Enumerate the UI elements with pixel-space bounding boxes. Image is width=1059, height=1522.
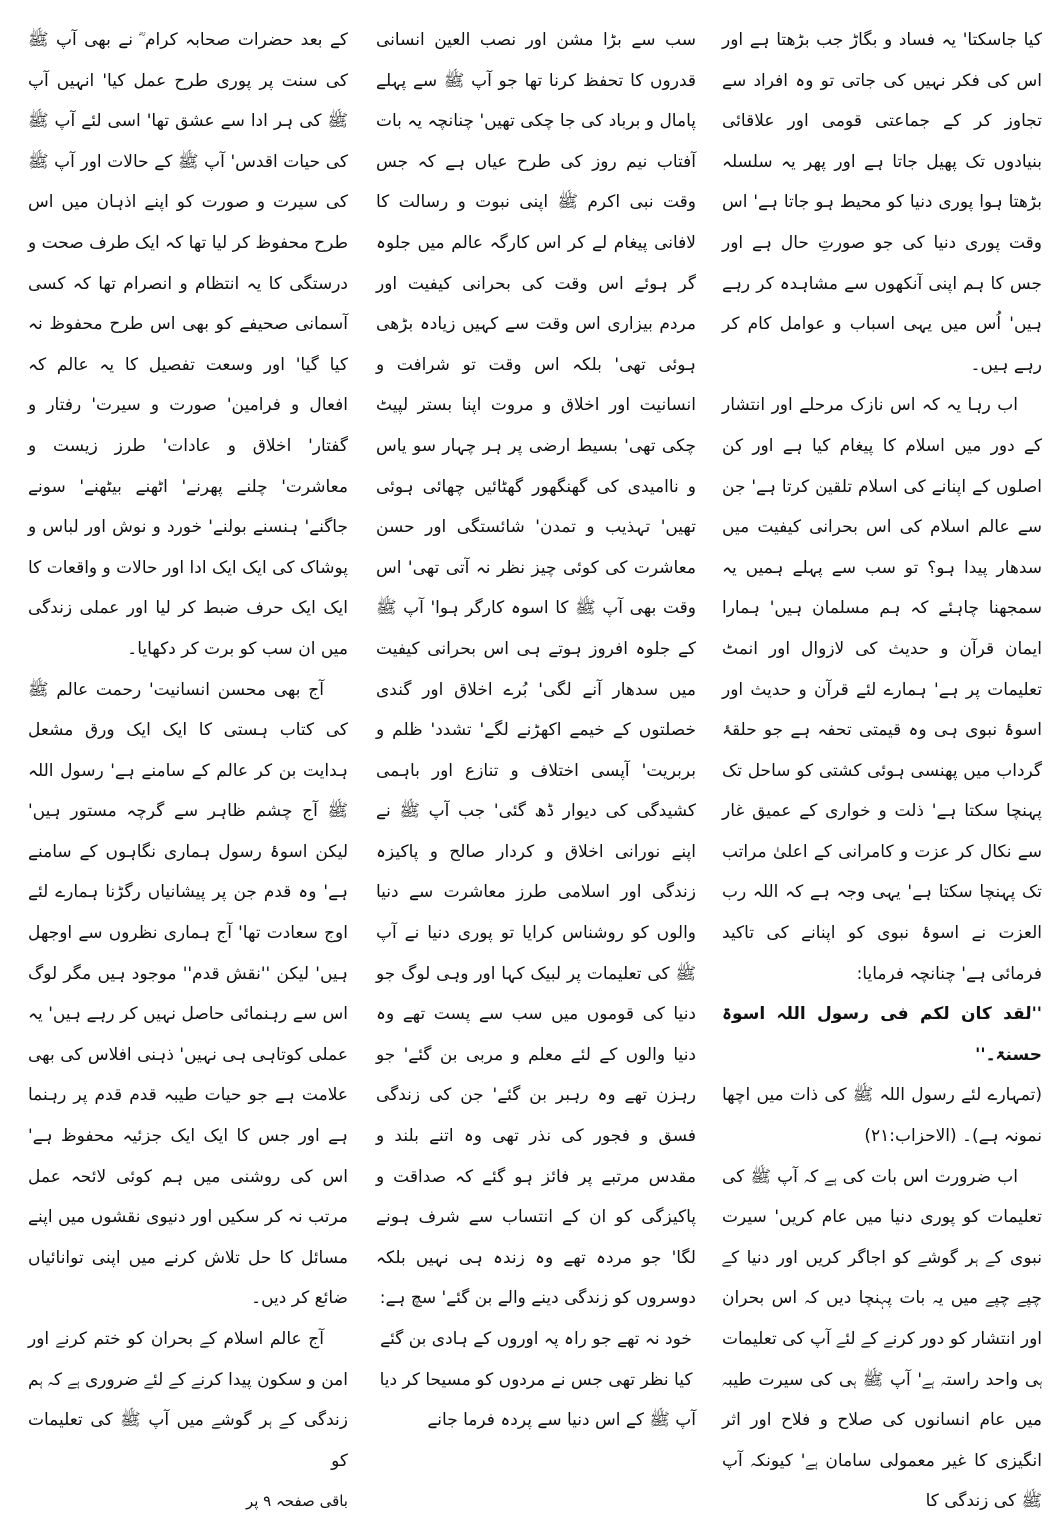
paragraph: آپ ﷺ کے اس دنیا سے پردہ فرما جانے bbox=[427, 1410, 696, 1431]
paragraph: اب ضرورت اس بات کی ہے کہ آپ ﷺ کی تعلیمات کو پوری دنیا میں عام کریں' سیرت نبوی کے ہر گوشے کو اجاگر کریں اور دنیا کے چپے چپے میں یہ بات پہنچا دیں کہ اس بحران اور انتشار کو دور کرنے کے لئے آپ کی تعلیمات ہی واحد راستہ ہے' آپ ﷺ ہی کی سیرت طیبہ میں عام انسانوں کی صلاح و فلاح اور اثر انگیزی کا غیر معمولی سامان ہے' کیونکہ آپ ﷺ کی زندگی کا bbox=[722, 1166, 1042, 1512]
poem-line: کیا نظر تھی جس نے مردوں کو مسیحا کر دیا bbox=[379, 1369, 693, 1390]
poem-couplet bbox=[376, 1319, 696, 1400]
column-middle bbox=[376, 20, 696, 1431]
paragraph: کیا جاسکتا' یہ فساد و بگاڑ جب بڑھتا ہے اور اس کی فکر نہیں کی جاتی تو وہ افراد سے تجاوز کر کے جماعتی قومی اور علاقائی بنیادوں تک پھیل جاتا ہے اور پھر یہ سلسلہ بڑھتا ہوا پوری دنیا کو محیط ہو جاتا ہے' اس وقت پوری دنیا کی جو صورتِ حال ہے اور جس کا ہم اپنی آنکھوں سے مشاہدہ کر رہے ہیں' اُس میں یہی اسباب و عوامل کام کر رہے ہیں۔ bbox=[722, 30, 1042, 375]
paragraph: آج عالم اسلام کے بحران کو ختم کرنے اور امن و سکون پیدا کرنے کے لئے ضروری ہے کہ ہم زندگی کے ہر گوشے میں آپ ﷺ کی تعلیمات کو bbox=[28, 1329, 348, 1471]
paragraph: آج بھی محسن انسانیت' رحمت عالم ﷺ کی کتاب ہستی کا ایک ایک ورق مشعل ہدایت بن کر عالم کے سامنے ہے' رسول اللہ ﷺ آج چشم ظاہر سے گرچہ مستور ہیں' لیکن اسوۂ رسول ہماری نگاہوں کے سامنے ہے' وہ قدم جن پر پیشانیاں رگڑنا ہمارے لئے اوج سعادت تھا' آج ہماری نظروں سے اوجھل ہیں' لیکن ''نقش قدم'' موجود ہیں مگر لوگ اس سے رہنمائی حاصل نہیں کر رہے ہیں' یہ عملی کوتاہی ہی نہیں' ذہنی افلاس کی بھی علامت ہے جو حیات طیبہ قدم قدم پر رہنما ہے اور جس کا ایک ایک جزئیہ محفوظ ہے' اس کی روشنی میں ہم کوئی لائحہ عمل مرتب نہ کر سکیں اور دنیوی نقشوں میں اپنے مسائل کا حل تلاش کرنے میں اپنی توانائیاں ضائع کر دیں۔ bbox=[28, 679, 348, 1309]
paragraph: اب رہا یہ کہ اس نازک مرحلے اور انتشار کے دور میں اسلام کا پیغام کیا ہے اور کن اصلوں کے اپنانے کی اسلام تلقین کرتا ہے' جن سے عالم اسلام کی اس بحرانی کیفیت میں سدھار پیدا ہو؟ تو سب سے پہلے ہمیں یہ سمجھنا چاہئے کہ ہم مسلمان ہیں' ہمارا ایمان قرآن و حدیث کی لازوال اور انمٹ تعلیمات پر ہے' ہمارے لئے قرآن و حدیث اور اسوۂ نبوی ہی وہ قیمتی تحفہ ہے جو حلقۂ گرداب میں پھنسی ہوئی کشتی کو ساحل تک پہنچا سکتا ہے' ذلت و خواری کے عمیق غار سے نکال کر عزت و کامرانی کے اعلیٰ مراتب تک پہنچا سکتا ہے' یہی وجہ ہے کہ اللہ رب العزت نے اسوۂ نبوی کو اپنانے کی تاکید فرمائی ہے' چنانچہ فرمایا: bbox=[722, 395, 1042, 984]
paragraph: سب سے بڑا مشن اور نصب العین انسانی قدروں کا تحفظ کرنا تھا جو آپ ﷺ سے پہلے پامال و برباد کی جا چکی تھیں' چنانچہ یہ بات آفتاب نیم روز کی طرح عیاں ہے کہ جس وقت نبی اکرم ﷺ اپنی نبوت و رسالت کا لافانی پیغام لے کر اس کارگہ عالم میں جلوہ گر ہوئے اس وقت کی بحرانی کیفیت اور مردم بیزاری اس وقت سے کہیں زیادہ بڑھی ہوئی تھی' بلکہ اس وقت تو شرافت و انسانیت اور اخلاق و مروت اپنا بستر لپیٹ چکی تھی' بسیط ارضی پر ہر چہار سو یاس و ناامیدی کی گھنگھور گھٹائیں چھائی ہوئی تھیں' تہذیب و تمدن' شائستگی اور حسن معاشرت کی کوئی چیز نظر نہ آتی تھی' اس وقت بھی آپ ﷺ کا اسوہ کارگر ہوا' آپ ﷺ کے جلوہ افروز ہوتے ہی اس بحرانی کیفیت میں سدھار آنے لگی' بُرے اخلاق اور گندی خصلتوں کے خیمے اکھڑنے لگے' تشدد' ظلم و بربریت' آپسی اختلاف و تنازع اور باہمی کشیدگی کی دیوار ڈھ گئی' جب آپ ﷺ نے اپنے نورانی اخلاق و کردار صالح و پاکیزہ زندگی اور اسلامی طرز معاشرت سے دنیا والوں کو روشناس کرایا تو پوری دنیا نے آپ ﷺ کی تعلیمات پر لبیک کہا اور وہی لوگ جو دنیا کی قوموں میں سب سے پست تھے وہ دنیا والوں کے لئے معلم و مربی بن گئے' جو رہزن تھے وہ رہبر بن گئے' جن کی زندگی فسق و فجور کی نذر تھی وہ اتنے بلند و مقدس مرتبے پر فائز ہو گئے کہ صداقت و پاکیزگی کو ان کے انتساب سے شرف ہونے لگا' جو مردہ تھے وہ زندہ ہی نہیں بلکہ دوسروں کو زندگی دینے والے بن گئے' سچ ہے: bbox=[376, 30, 696, 1309]
column-right bbox=[722, 20, 1042, 1512]
column-left bbox=[28, 20, 348, 1511]
continued-note: باقی صفحہ ۹ پر bbox=[245, 1492, 348, 1511]
quran-quote: ''لقد کان لکم فی رسول اللہ اسوۃ حسنۃ۔'' bbox=[722, 1004, 1042, 1065]
poem-line: خود نہ تھے جو راہ پہ اوروں کے ہادی بن گئے bbox=[380, 1329, 692, 1349]
quote-translation: (تمہارے لئے رسول اللہ ﷺ کی ذات میں اچھا نمونہ ہے)۔ (الاحزاب:۲۱) bbox=[722, 1085, 1042, 1147]
paragraph: کے بعد حضرات صحابہ کرام ؓ نے بھی آپ ﷺ کی سنت پر پوری طرح عمل کیا' انہیں آپ ﷺ کی ہر ادا سے عشق تھا' اسی لئے آپ ﷺ کی حیات اقدس' آپ ﷺ کے حالات اور آپ ﷺ کی سیرت و صورت کو اپنے اذہان میں اس طرح محفوظ کر لیا تھا کہ ایک طرف صحت و درستگی کا یہ انتظام و انصرام تھا کہ کسی آسمانی صحیفے کو بھی اس طرح محفوظ نہ کیا گیا' اور وسعت تفصیل کا یہ عالم کہ افعال و فرامین' صورت و سیرت' رفتار و گفتار' اخلاق و عادات' طرز زیست و معاشرت' چلنے پھرنے' اٹھنے بیٹھنے' سونے جاگنے' ہنسنے بولنے' خورد و نوش اور لباس و پوشاک کی ایک ایک ادا اور حالات و واقعات کا ایک ایک حرف ضبط کر لیا اور عملی زندگی میں ان سب کو برت کر دکھایا۔ bbox=[28, 30, 348, 659]
